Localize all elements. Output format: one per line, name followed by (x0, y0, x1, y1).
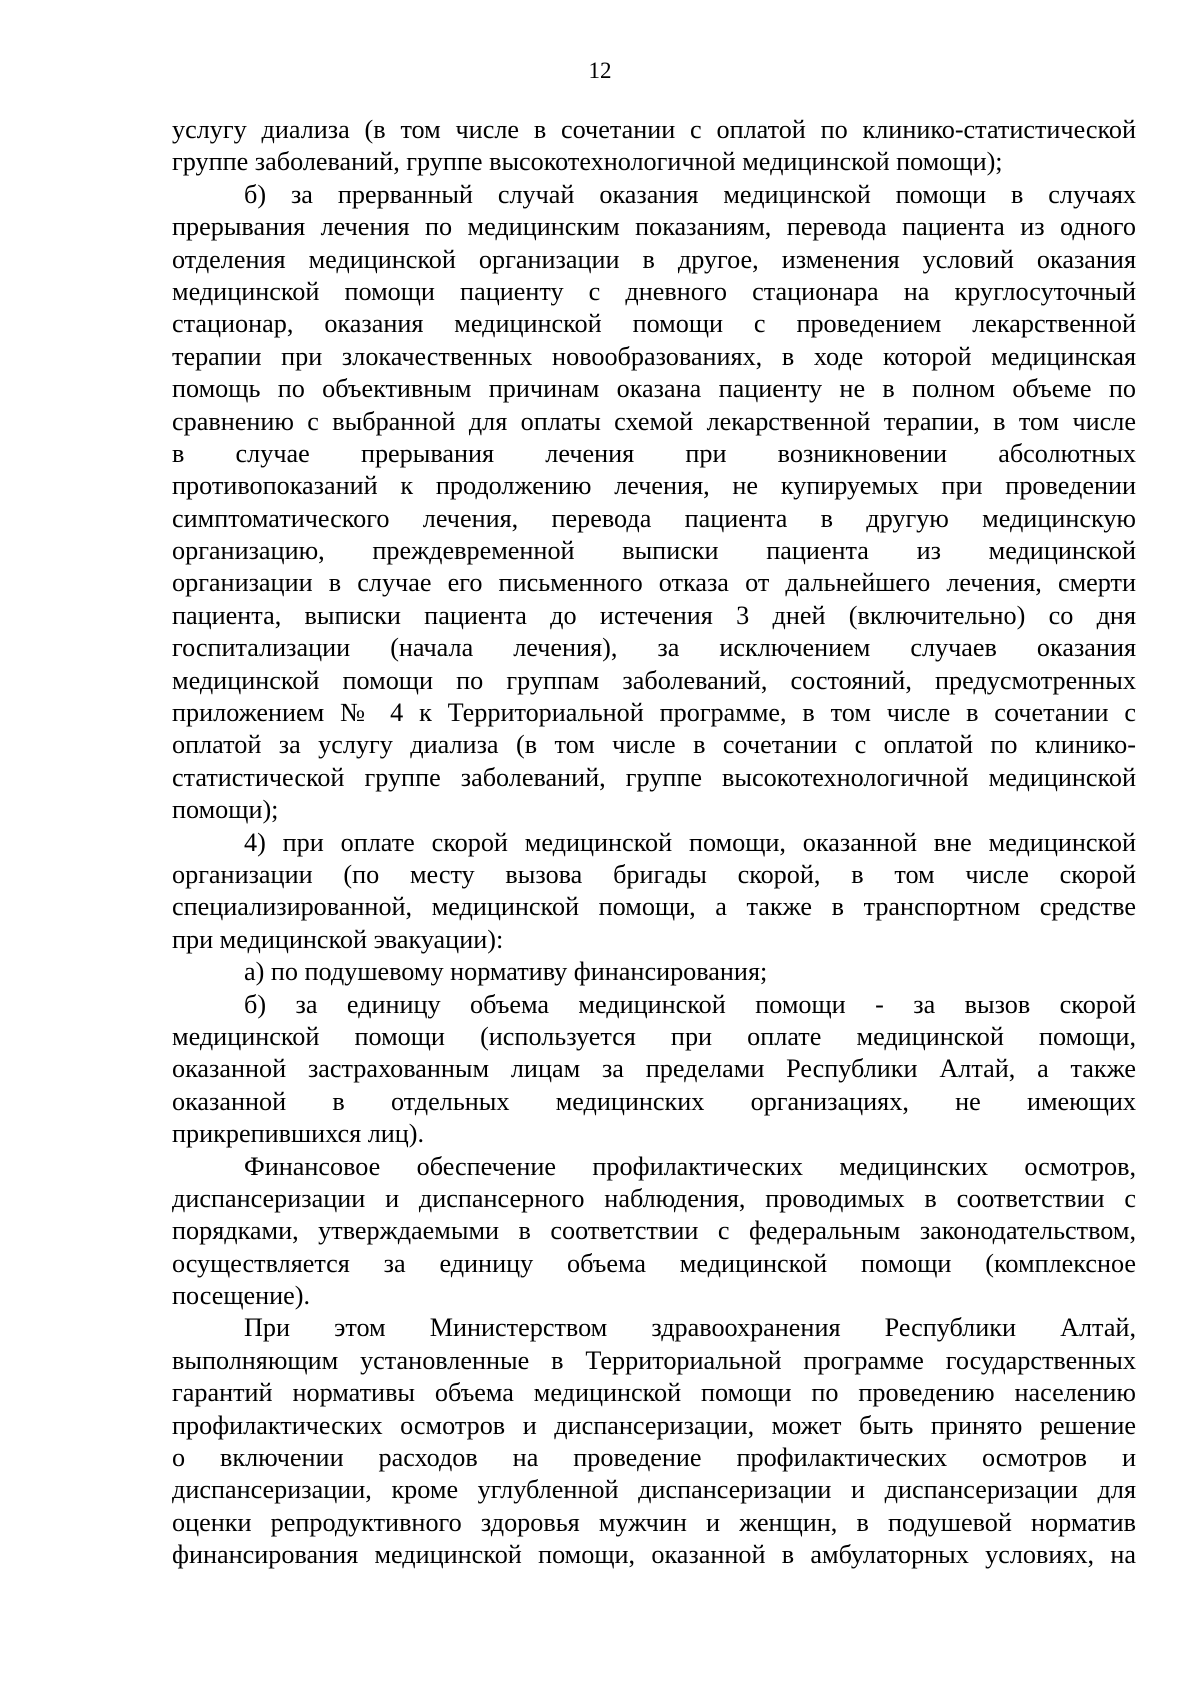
text-line: госпитализации (начала лечения), за исключением случаев оказания (172, 633, 1136, 663)
text-line: организацию, преждевременной выписки пациента из медицинской (172, 536, 1136, 566)
text-line: статистической группе заболеваний, группе высокотехнологичной медицинской (172, 762, 1136, 792)
text-line: посещение). (172, 1281, 311, 1311)
text-line: стационар, оказания медицинской помощи с проведением лекарственной (172, 309, 1136, 339)
text-line: порядками, утверждаемыми в соответствии с федеральным законодательством, (172, 1216, 1136, 1246)
text-line: Финансовое обеспечение профилактических медицинских осмотров, (244, 1151, 1136, 1181)
text-line: приложением № 4 к Территориальной программе, в том числе в сочетании с (172, 698, 1136, 728)
text-line: в случае прерывания лечения при возникновении абсолютных (172, 438, 1136, 468)
text-line: медицинской помощи пациенту с дневного стационара на круглосуточный (172, 276, 1136, 306)
text-line: о включении расходов на проведение профилактических осмотров и (172, 1443, 1136, 1473)
text-line: прерывания лечения по медицинским показаниям, перевода пациента из одного (172, 212, 1136, 242)
text-line: противопоказаний к продолжению лечения, не купируемых при проведении (172, 471, 1136, 501)
text-line: группе заболеваний, группе высокотехнологичной медицинской помощи); (172, 147, 1003, 177)
text-line: терапии при злокачественных новообразованиях, в ходе которой медицинская (172, 341, 1136, 371)
text-line: организации (по месту вызова бригады скорой, в том числе скорой (172, 859, 1136, 889)
text-line: помощь по объективным причинам оказана пациенту не в полном объеме по (172, 374, 1136, 404)
text-line: оплатой за услугу диализа (в том числе в сочетании с оплатой по клинико- (172, 730, 1136, 760)
text-line: осуществляется за единицу объема медицинской помощи (комплексное (172, 1248, 1136, 1278)
text-line: профилактических осмотров и диспансеризации, может быть принято решение (172, 1410, 1136, 1440)
text-line: диспансеризации и диспансерного наблюдения, проводимых в соответствии с (172, 1183, 1136, 1213)
text-line: услугу диализа (в том числе в сочетании с оплатой по клинико-статистической (172, 115, 1136, 144)
text-line: медицинской помощи по группам заболеваний, состояний, предусмотренных (172, 665, 1136, 695)
text-line: медицинской помощи (используется при оплате медицинской помощи, (172, 1021, 1136, 1051)
text-line: оказанной в отдельных медицинских организациях, не имеющих (172, 1086, 1136, 1116)
text-line: б) за прерванный случай оказания медицинской помощи в случаях (244, 179, 1136, 209)
text-line: отделения медицинской организации в другое, изменения условий оказания (172, 244, 1136, 274)
text-line: при медицинской эвакуации): (172, 924, 504, 954)
page-number: 12 (588, 58, 612, 83)
text-line: выполняющим установленные в Территориальной программе государственных (172, 1345, 1136, 1375)
text-line: пациента, выписки пациента до истечения 3 дней (включительно) со дня (172, 600, 1136, 630)
text-line: диспансеризации, кроме углубленной диспансеризации и диспансеризации для (172, 1475, 1136, 1505)
text-line: сравнению с выбранной для оплаты схемой лекарственной терапии, в том числе (172, 406, 1136, 436)
text-line: организации в случае его письменного отказа от дальнейшего лечения, смерти (172, 568, 1136, 598)
text-line: гарантий нормативы объема медицинской помощи по проведению населению (172, 1378, 1136, 1408)
text-line: оказанной застрахованным лицам за пределами Республики Алтай, а также (172, 1054, 1136, 1084)
text-line: прикрепившихся лиц). (172, 1119, 425, 1149)
text-line: симптоматического лечения, перевода пациента в другую медицинскую (172, 503, 1136, 533)
document-body (172, 114, 1136, 1572)
text-line: а) по подушевому нормативу финансирования; (244, 957, 768, 987)
text-line: помощи); (172, 795, 279, 825)
text-line: б) за единицу объема медицинской помощи - за вызов скорой (244, 989, 1136, 1019)
text-line: При этом Министерством здравоохранения Республики Алтай, (244, 1313, 1136, 1343)
text-line: 4) при оплате скорой медицинской помощи, оказанной вне медицинской (244, 827, 1136, 857)
text-line: специализированной, медицинской помощи, а также в транспортном средстве (172, 892, 1136, 922)
text-line: оценки репродуктивного здоровья мужчин и женщин, в подушевой норматив (172, 1507, 1136, 1537)
text-line: финансирования медицинской помощи, оказанной в амбулаторных условиях, на (172, 1540, 1136, 1570)
